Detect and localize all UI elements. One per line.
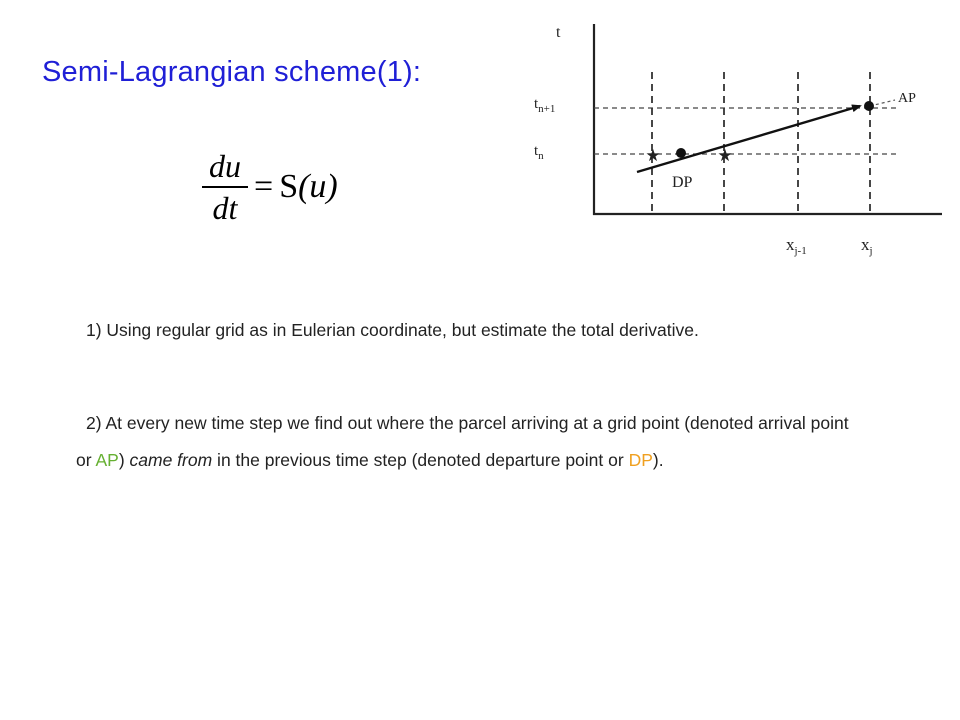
departure-point-label: DP (672, 174, 693, 191)
arrival-point-label: AP (898, 91, 916, 106)
fraction-numerator: du (209, 148, 241, 184)
x-j-label (861, 235, 873, 257)
star-right-icon: ★ (717, 146, 733, 165)
departure-point-marker (676, 148, 686, 158)
paragraph-2-text-d: ). (652, 450, 664, 470)
paragraph-regular-grid (76, 312, 866, 349)
arrival-point-marker (864, 101, 874, 111)
equation-rhs (254, 168, 338, 206)
paragraph-arrival-departure (76, 405, 866, 479)
x-j-base: x (861, 235, 870, 254)
source-argument: (u) (298, 168, 338, 205)
paragraph-2-text-a: 2) At every new time step we find out where the parcel arriving at a grid point (denoted arrival point or (76, 413, 849, 470)
t-n-label (534, 143, 544, 162)
x-j-sub: j (869, 245, 873, 257)
t-n1-label (534, 96, 555, 115)
x-j1-label (786, 235, 807, 257)
x-j1-base: x (786, 235, 795, 254)
semi-lagrangian-diagram (520, 10, 960, 280)
paragraph-2-text-b: ) (118, 450, 130, 470)
source-function: S (279, 168, 299, 205)
t-axis-label: t (556, 24, 561, 41)
t-n1-sub: n+1 (538, 103, 556, 115)
derivative-fraction (202, 150, 248, 224)
page-title: Semi-Lagrangian scheme(1): (42, 56, 422, 88)
paragraph-2-text-c: in the previous time step (denoted departure point or (212, 450, 629, 470)
ap-highlight: AP (95, 450, 119, 470)
dp-highlight: DP (628, 450, 653, 470)
fraction-denominator: dt (212, 190, 238, 226)
t-n-base: t (534, 143, 539, 159)
t-n-sub: n (538, 150, 544, 162)
star-left-icon: ★ (645, 146, 661, 165)
trajectory-arrow (637, 106, 860, 172)
t-n1-base: t (534, 96, 539, 112)
equals-sign: = (254, 168, 274, 205)
governing-equation (202, 142, 338, 232)
x-j1-sub: j-1 (794, 245, 807, 257)
came-from-emphasis: came from (129, 450, 213, 470)
paragraph-1-text: 1) Using regular grid as in Eulerian coordinate, but estimate the total derivative. (86, 320, 699, 340)
